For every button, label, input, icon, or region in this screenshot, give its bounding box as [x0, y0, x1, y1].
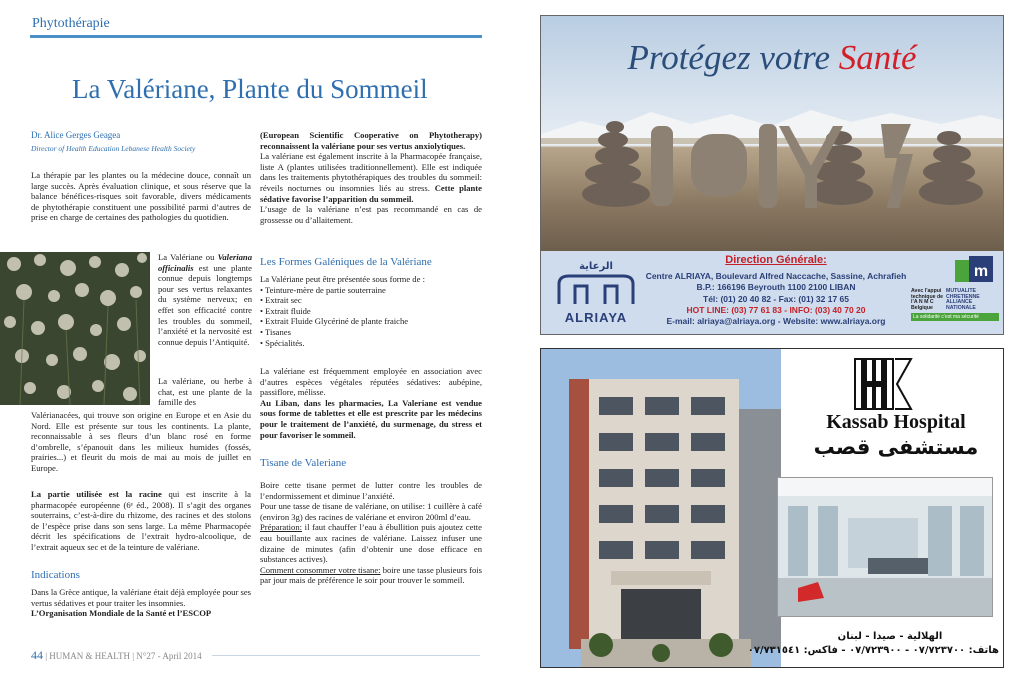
ad-phone: Tél: (01) 20 40 82 - Fax: (01) 32 17 65: [703, 294, 849, 304]
ad-hotline: HOT LINE: (03) 77 61 83 - INFO: (03) 40 70 20: [686, 305, 866, 315]
family-paragraph: Valérianacées, qui trouve son origine en Europe et en Asie du Nord. Elle est présente sur tous les continents. La plante, reconnaissable à ses fleurs d’un blanc rosé en forme d’ombrelle, s’épanouit dans les milieux humides (fossés, prairies...) et fleurit du mois de mai au mois de juillet en Europe.: [31, 410, 251, 473]
mutuelle-logo: m Avec l’appui technique de l’A N M C Belgique MUTUALITE CHRETIENNE ALLIANCE NATIONALE La solidarité c’est ma sécurité: [911, 256, 999, 335]
ad-po-box: B.P.: 166196 Beyrouth 1100 2100 LIBAN: [696, 282, 856, 292]
hospital-address: الهلالية - صيدا - لبنان: [837, 631, 943, 642]
ad-address: Centre ALRIAYA, Boulevard Alfred Naccache, Sassine, Achrafieh: [645, 271, 907, 281]
intro-paragraph: La thérapie par les plantes ou la médecine douce, connaît un large succès. Après évaluation clinique, et sous réserve que la balance bénéfices-risques soit favorable, divers médicaments de phytothérapie constituent une possibilité parmi d’autres de prise en charge de certaines des pathologies du quotidien.: [31, 170, 251, 223]
plant-intro: La Valériane ou Valeriana officinalis est une plante connue depuis longtemps pour ses vertus relaxantes du système nerveux; en effet son efficacité contre les troubles du sommeil, l’anxiété et la nervosité est connue depuis l’Antiquité.: [158, 252, 252, 347]
indications-heading: Indications: [31, 569, 80, 581]
forms-list: [260, 274, 482, 348]
section-rule: [30, 35, 482, 38]
ad-heading: Direction Générale:: [725, 254, 827, 266]
kassab-hospital-advertisement: [540, 348, 1004, 668]
list-item: • Teinture-mère de partie souterraine: [260, 284, 386, 295]
family-wrap: La valériane, ou herbe à chat, est une plante de la famille des: [158, 376, 252, 408]
col2-continuation: (European Scientific Cooperative on Phytotherapy) reconnaissent la valériane pour ses vertus anxiolytiques. La valériane est également inscrite à la Pharmacopée française, liste A (plantes utilisées traditionnellement). Elle est indiquée dans les traitements phytothérapiques des troubles du sommeil: réveils nocturnes ou insomnies liés au stress. Cette plante sédative favorise l’apparition du sommeil. L’usage de la valériane n’est pas recommandé en cas de grossesse ou d’allaitement.: [260, 130, 482, 225]
ad-email: E-mail: alriaya@alriaya.org - Website: www.alriaya.org: [666, 316, 886, 326]
hospital-building-photo: [541, 349, 781, 667]
hospital-lobby-photo: [777, 477, 993, 617]
ad-slogan: Protégez votre Santé: [627, 38, 917, 77]
list-item: • Extrait Fluide Glycériné de plante fraiche: [260, 316, 409, 327]
tisane-paragraph: Boire cette tisane permet de lutter contre les troubles de l’endormissement et diminue l’anxiété. Pour une tasse de tisane de valériane, on utilise: 1 cuillère à café (environ 3g) des racines de valériane et environ 200ml d’eau. Préparation: il faut chauffer l’eau à ébullition puis ajoutez cette eau bouillante aux racines de valériane. Laissez infuser une dizaine de minutes (afin d’obtenir une dose efficace en substances actives). Comment consommer votre tisane: boire une tasse plusieurs fois par jour mais de préférence le soir pour trouver le sommeil.: [260, 480, 483, 586]
svg-text:m: m: [973, 263, 989, 280]
page-number: 44: [31, 648, 43, 662]
forms-heading: Les Formes Galéniques de la Valériane: [260, 256, 432, 268]
list-item: • Tisanes: [260, 326, 291, 337]
list-item: • Extrait fluide: [260, 305, 311, 316]
kassab-logo: [851, 357, 915, 411]
footer-rule: [212, 655, 480, 656]
alriaya-logo-text: ALRIAYA: [564, 310, 628, 325]
hospital-name: Kassab Hospital: [826, 411, 966, 433]
mutuelle-slogan: La solidarité c’est ma sécurité: [911, 313, 999, 321]
alriaya-advertisement: [540, 15, 1004, 335]
forms-intro: La Valériane peut être présentée sous forme de :: [260, 274, 425, 284]
hospital-name-arabic: مستشفى قصب: [813, 435, 979, 459]
indications-paragraph: Dans la Grèce antique, la valériane était déjà employée pour ses vertus sédatives et pour traiter les insomnies. L’Organisation Mondiale de la Santé et l’ESCOP: [31, 587, 251, 619]
list-item: • Extrait sec: [260, 295, 302, 306]
alriaya-logo: الرعاية: [553, 261, 639, 331]
tisane-heading: Tisane de Valeriane: [260, 457, 347, 469]
article-title: La Valériane, Plante du Sommeil: [72, 74, 428, 104]
section-label: Phytothérapie: [32, 16, 110, 31]
page-footer: 44 | HUMAN & HEALTH | N°27 - April 2014: [31, 648, 202, 662]
author-role: Director of Health Education Lebanese Health Society: [31, 144, 196, 153]
list-item: • Spécialités.: [260, 337, 305, 348]
author-name: Dr. Alice Gerges Geagea: [31, 130, 121, 140]
association-paragraph: La valériane est fréquemment employée en association avec d’autres espèces végétales réputées sédatives: aubépine, passiflore, mélisse. Au Liban, dans les pharmacies, La Valeriane est vendue sous forme de tablettes et elle est prescrite par les médecins pour le traitement de l’anxiété, du surmenage, du stress et pour favoriser le sommeil.: [260, 366, 482, 440]
used-part-paragraph: La partie utilisée est la racine qui est inscrite à la pharmacopée européenne (6ᵉ éd., 2008). Il s’agit des organes souterrains, c’est-à-dire du rhizome, des racines et des stolons de l’espèce prise dans son sens large. La même Pharmacopée décrit les spécifications de l’extrait hydro-alcoolique, de l’extrait aqueux sec et de la teinture de valériane.: [31, 489, 251, 552]
valerian-photo: [0, 252, 150, 405]
hospital-phone: هاتف: ٠٧/٧٢٣٧٠٠ - ٠٧/٧٢٣٩٠٠ - فاكس: ٠٧/٧٣١٥٤١: [747, 645, 999, 656]
